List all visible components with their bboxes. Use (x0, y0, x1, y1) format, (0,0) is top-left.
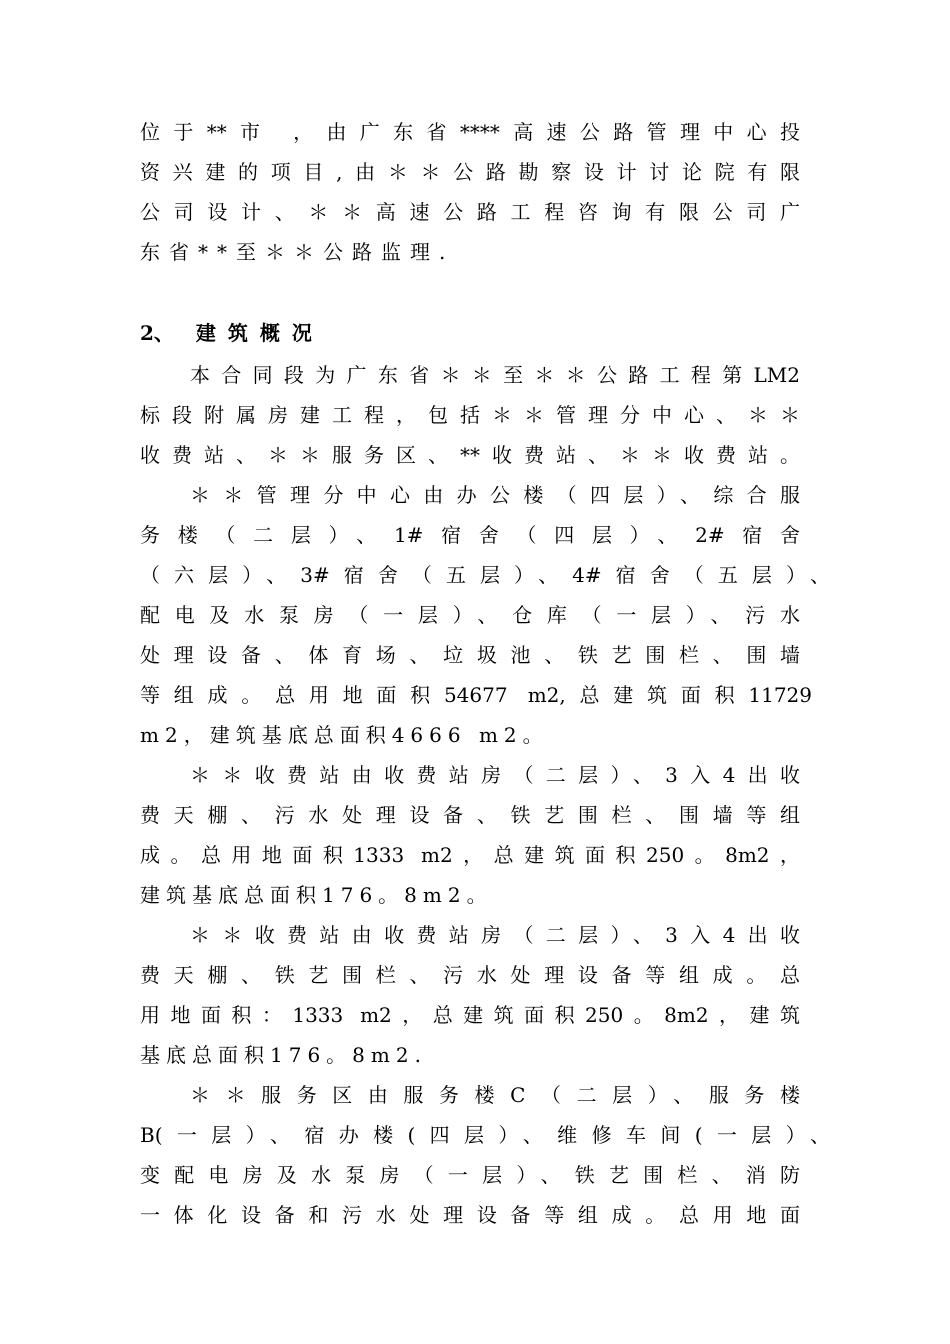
text-line: 资兴建的项目,由＊＊公路勘察设计讨论院有限 (140, 160, 800, 184)
text-line: 公司设计、＊＊高速公路工程咨询有限公司广 (140, 200, 800, 224)
text-line: 用地面积：1333 m2，总建筑面积250。8m2，建筑 (140, 1003, 800, 1027)
text-line: 位于**市 ，由广东省****高速公路管理中心投 (140, 120, 800, 144)
text-line: ＊＊收费站由收费站房（二层）、3入4出收 (190, 923, 800, 947)
text-line: B(一层）、宿办楼(四层）、维修车间(一层）、 (140, 1123, 830, 1147)
text-line: 建筑基底总面积176。8m2。 (140, 883, 493, 907)
section-number: 2、 (140, 321, 174, 345)
section-title: 建筑概况 (195, 321, 324, 345)
text-line: 收费站、＊＊服务区、**收费站、＊＊收费站。 (140, 443, 800, 467)
text-line: 配电及水泵房（一层）、仓库（一层）、污水 (140, 603, 800, 627)
text-line: 变配电房及水泵房（一层）、铁艺围栏、消防 (140, 1163, 800, 1187)
text-line: 处理设备、体育场、垃圾池、铁艺围栏、围墙 (140, 643, 800, 667)
text-line: ＊＊收费站由收费站房（二层）、3入4出收 (190, 763, 800, 787)
text-line: 费天棚、污水处理设备、铁艺围栏、围墙等组 (140, 803, 800, 827)
text-line: 成。总用地面积1333 m2，总建筑面积250。8m2， (140, 843, 800, 867)
text-line: 标段附属房建工程，包括＊＊管理分中心、＊＊ (140, 403, 800, 427)
text-line: 东省**至＊＊公路监理. (140, 240, 455, 264)
text-line: ＊＊服务区由服务楼C（二层）、服务楼 (190, 1083, 800, 1107)
text-line: （六层）、3#宿舍（五层）、4#宿舍（五层）、 (140, 563, 830, 587)
text-line: 等组成。总用地面积54677 m2,总建筑面积11729 (140, 683, 812, 707)
text-line: 费天棚、铁艺围栏、污水处理设备等组成。总 (140, 963, 800, 987)
text-line: 务楼（二层）、1#宿舍（四层）、2#宿舍 (140, 523, 800, 547)
text-line: 一体化设备和污水处理设备等组成。总用地面 (140, 1203, 800, 1227)
section-heading (140, 318, 324, 348)
text-line: 本合同段为广东省＊＊至＊＊公路工程第LM2 (190, 363, 800, 387)
text-line: m2，建筑基底总面积4666 m2。 (140, 723, 549, 747)
text-line: ＊＊管理分中心由办公楼（四层）、综合服 (190, 483, 800, 507)
text-line: 基底总面积176。8m2. (140, 1043, 427, 1067)
